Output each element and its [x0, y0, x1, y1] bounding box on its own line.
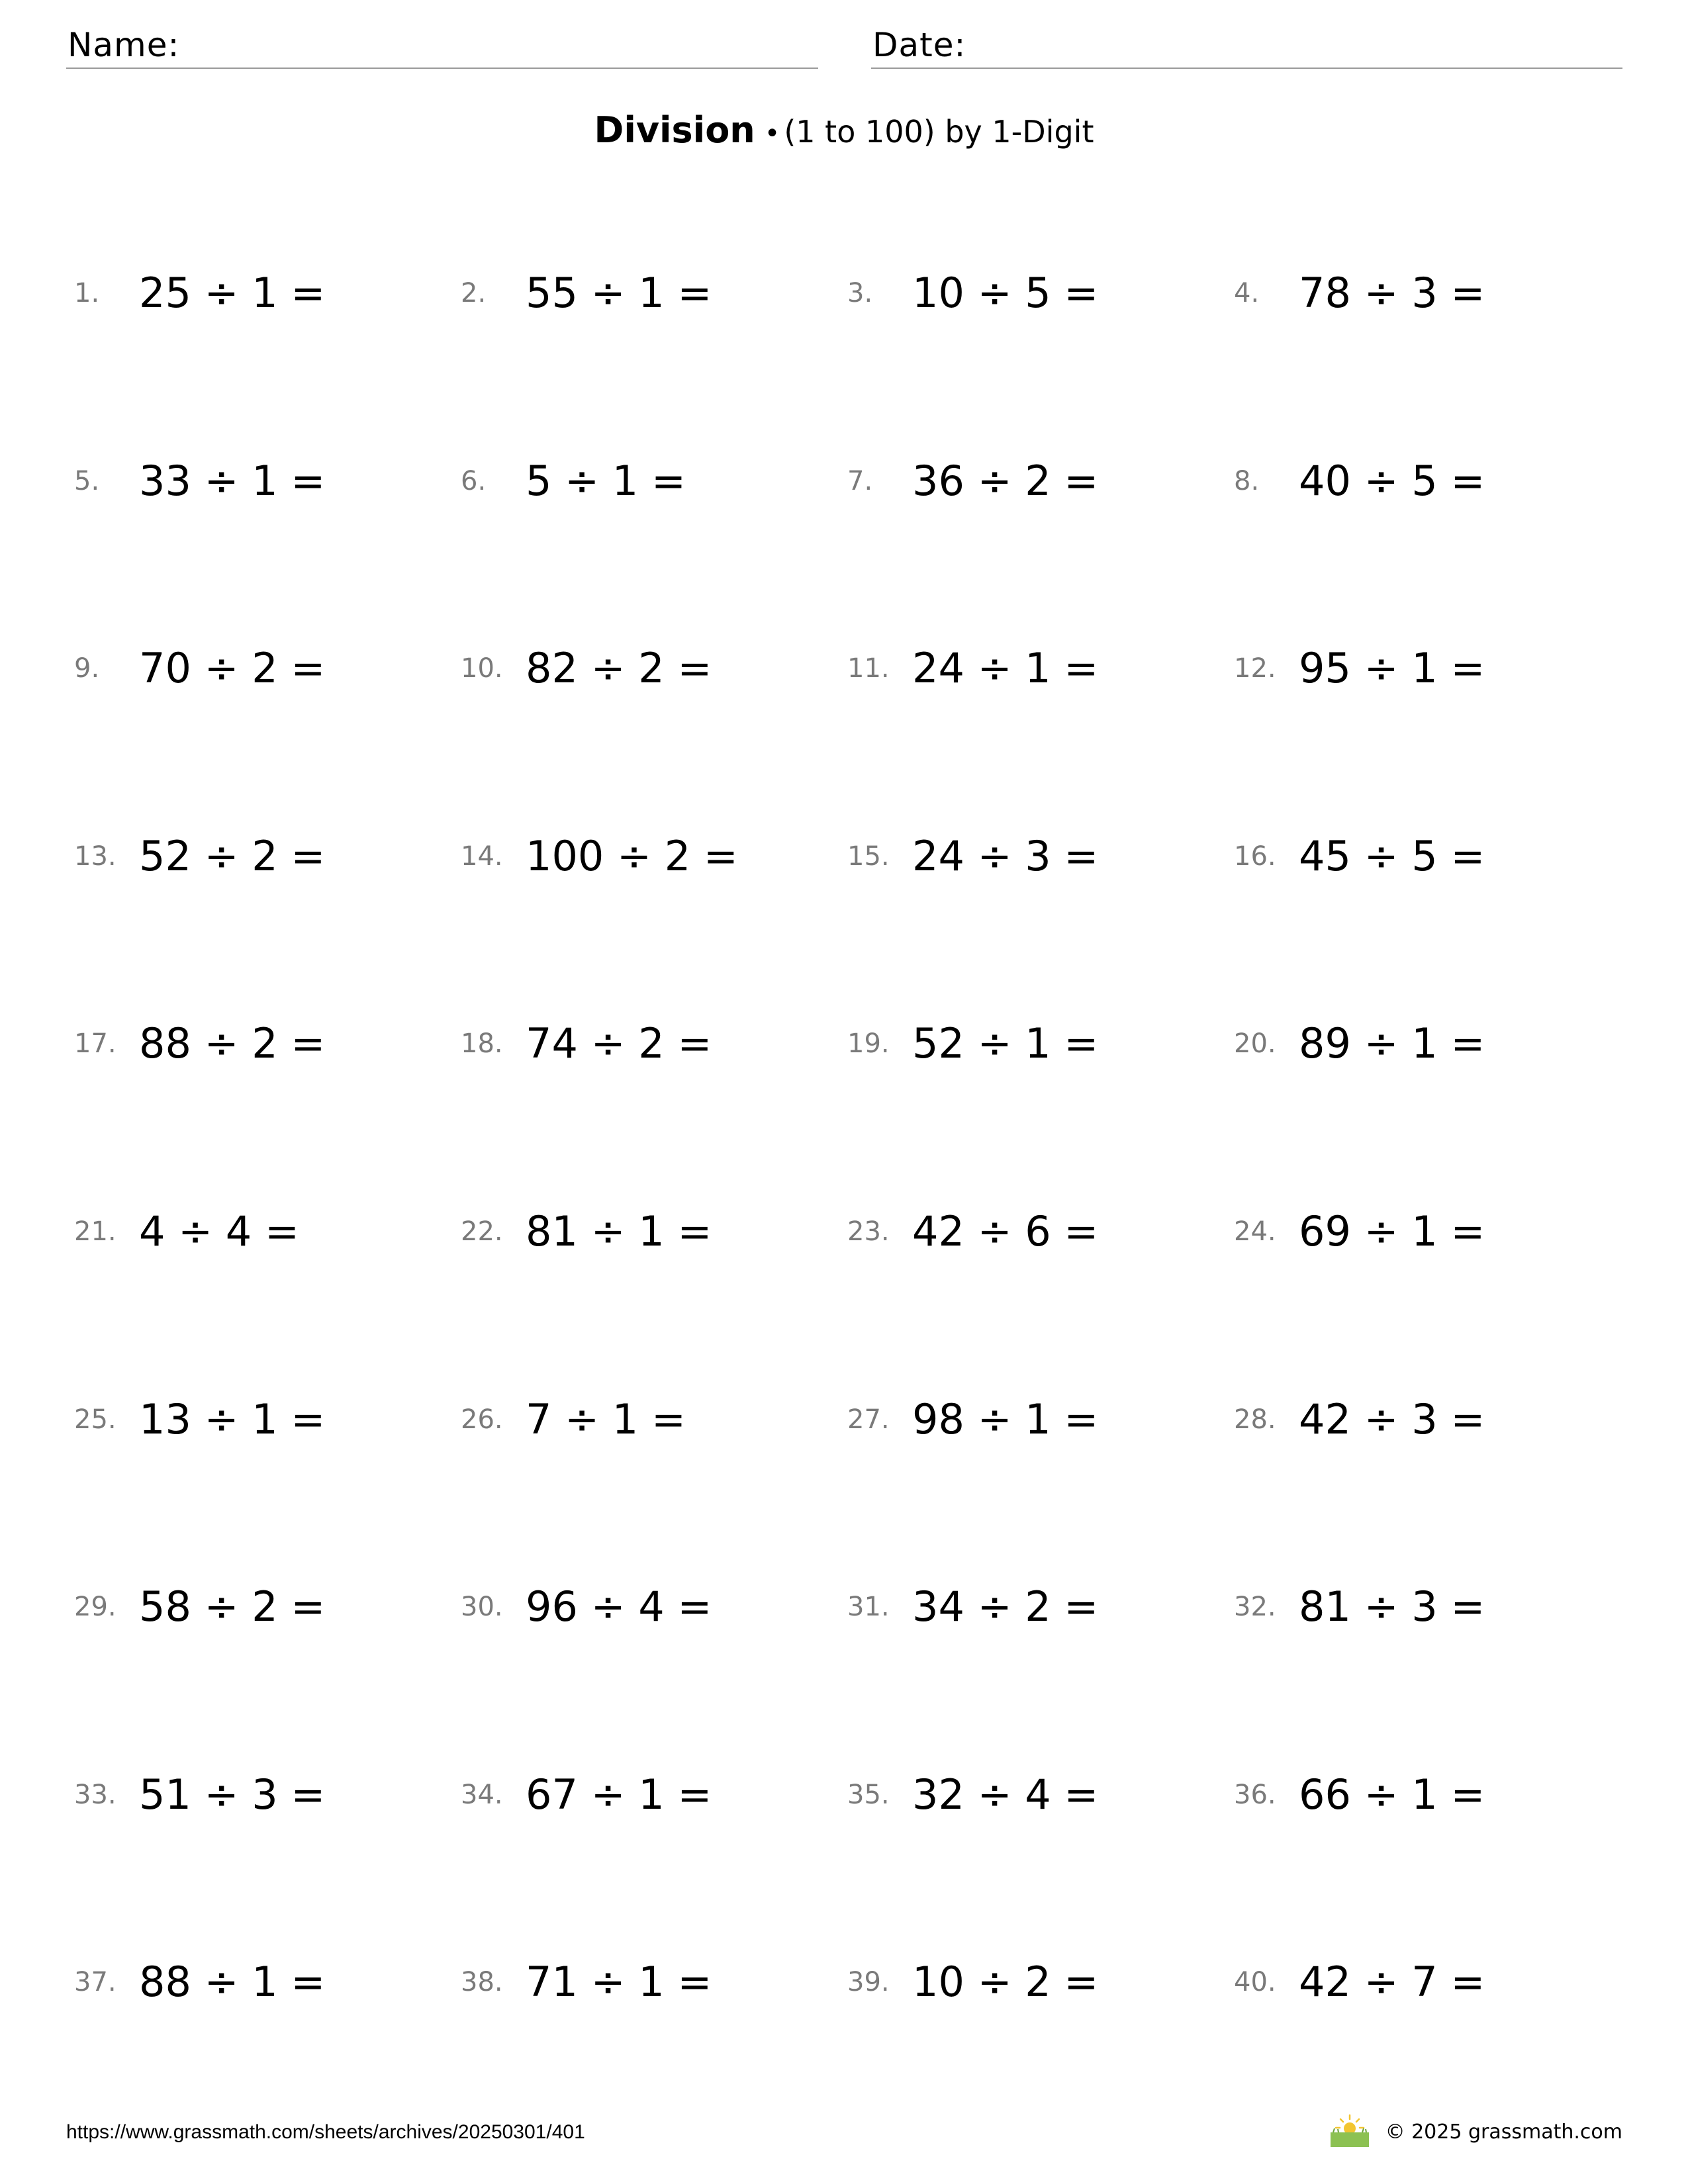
problem-number: 34. [461, 1780, 503, 1810]
problem-number: 19. [847, 1028, 890, 1059]
problem-expression: 96 ÷ 4 = [526, 1582, 712, 1631]
problem-expression: 88 ÷ 2 = [139, 1019, 326, 1068]
problem-expression: 32 ÷ 4 = [912, 1770, 1099, 1819]
problem-expression: 33 ÷ 1 = [139, 457, 326, 505]
problem-expression: 66 ÷ 1 = [1299, 1770, 1485, 1819]
problem-expression: 42 ÷ 7 = [1299, 1958, 1485, 2006]
problem-number: 17. [74, 1028, 117, 1059]
title-main: Division [594, 109, 755, 151]
problem-number: 8. [1234, 466, 1260, 496]
name-label: Name: [68, 26, 180, 64]
problem-expression: 7 ÷ 1 = [526, 1395, 686, 1443]
date-label: Date: [872, 26, 966, 64]
problem-number: 38. [461, 1967, 503, 1997]
problem-expression: 89 ÷ 1 = [1299, 1019, 1485, 1068]
problem-expression: 69 ÷ 1 = [1299, 1207, 1485, 1255]
problem-expression: 40 ÷ 5 = [1299, 457, 1485, 505]
title-subtitle: (1 to 100) by 1-Digit [784, 114, 1094, 150]
problem-number: 1. [74, 278, 100, 308]
problem-number: 10. [461, 653, 503, 684]
problem-expression: 45 ÷ 5 = [1299, 832, 1485, 880]
problem-expression: 25 ÷ 1 = [139, 269, 326, 317]
problem-number: 30. [461, 1592, 503, 1622]
problem-number: 32. [1234, 1592, 1276, 1622]
grass-sun-logo-icon [1327, 2111, 1373, 2148]
problem-expression: 78 ÷ 3 = [1299, 269, 1485, 317]
problem-expression: 24 ÷ 1 = [912, 644, 1099, 692]
problem-number: 22. [461, 1216, 503, 1247]
problem-expression: 100 ÷ 2 = [526, 832, 738, 880]
problem-number: 7. [847, 466, 873, 496]
problem-expression: 74 ÷ 2 = [526, 1019, 712, 1068]
problem-number: 28. [1234, 1404, 1276, 1435]
problem-expression: 95 ÷ 1 = [1299, 644, 1485, 692]
problem-number: 16. [1234, 841, 1276, 872]
problem-number: 20. [1234, 1028, 1276, 1059]
problem-expression: 10 ÷ 5 = [912, 269, 1099, 317]
problem-expression: 52 ÷ 2 = [139, 832, 326, 880]
problem-expression: 36 ÷ 2 = [912, 457, 1099, 505]
problem-expression: 98 ÷ 1 = [912, 1395, 1099, 1443]
title-bullet: • [764, 118, 780, 149]
problem-number: 40. [1234, 1967, 1276, 1997]
problem-expression: 58 ÷ 2 = [139, 1582, 326, 1631]
footer-copyright: © 2025 grassmath.com [1385, 2120, 1622, 2144]
problem-expression: 67 ÷ 1 = [526, 1770, 712, 1819]
problem-number: 11. [847, 653, 890, 684]
problem-number: 36. [1234, 1780, 1276, 1810]
problem-number: 37. [74, 1967, 117, 1997]
problem-number: 14. [461, 841, 503, 872]
problem-expression: 81 ÷ 1 = [526, 1207, 712, 1255]
problem-expression: 71 ÷ 1 = [526, 1958, 712, 2006]
problem-number: 21. [74, 1216, 117, 1247]
problem-expression: 24 ÷ 3 = [912, 832, 1099, 880]
problem-number: 35. [847, 1780, 890, 1810]
problem-expression: 42 ÷ 6 = [912, 1207, 1099, 1255]
problem-number: 2. [461, 278, 487, 308]
footer-url[interactable]: https://www.grassmath.com/sheets/archives/20250301/401 [66, 2121, 585, 2143]
problem-number: 3. [847, 278, 873, 308]
problem-expression: 82 ÷ 2 = [526, 644, 712, 692]
problem-number: 27. [847, 1404, 890, 1435]
problem-number: 26. [461, 1404, 503, 1435]
problem-expression: 5 ÷ 1 = [526, 457, 686, 505]
problem-number: 15. [847, 841, 890, 872]
problem-number: 6. [461, 466, 487, 496]
problem-expression: 34 ÷ 2 = [912, 1582, 1099, 1631]
problem-number: 5. [74, 466, 100, 496]
problem-expression: 4 ÷ 4 = [139, 1207, 299, 1255]
problem-number: 33. [74, 1780, 117, 1810]
problem-number: 24. [1234, 1216, 1276, 1247]
problem-expression: 88 ÷ 1 = [139, 1958, 326, 2006]
problem-expression: 10 ÷ 2 = [912, 1958, 1099, 2006]
problem-expression: 52 ÷ 1 = [912, 1019, 1099, 1068]
problem-number: 29. [74, 1592, 117, 1622]
problem-expression: 81 ÷ 3 = [1299, 1582, 1485, 1631]
problem-number: 23. [847, 1216, 890, 1247]
problem-number: 13. [74, 841, 117, 872]
problem-expression: 55 ÷ 1 = [526, 269, 712, 317]
problem-number: 18. [461, 1028, 503, 1059]
problem-expression: 42 ÷ 3 = [1299, 1395, 1485, 1443]
problem-expression: 70 ÷ 2 = [139, 644, 326, 692]
problem-number: 12. [1234, 653, 1276, 684]
problem-number: 39. [847, 1967, 890, 1997]
problem-expression: 51 ÷ 3 = [139, 1770, 326, 1819]
problem-number: 4. [1234, 278, 1260, 308]
sun-icon [1336, 2115, 1364, 2134]
problem-number: 9. [74, 653, 100, 684]
problem-expression: 13 ÷ 1 = [139, 1395, 326, 1443]
problem-number: 25. [74, 1404, 117, 1435]
problem-number: 31. [847, 1592, 890, 1622]
